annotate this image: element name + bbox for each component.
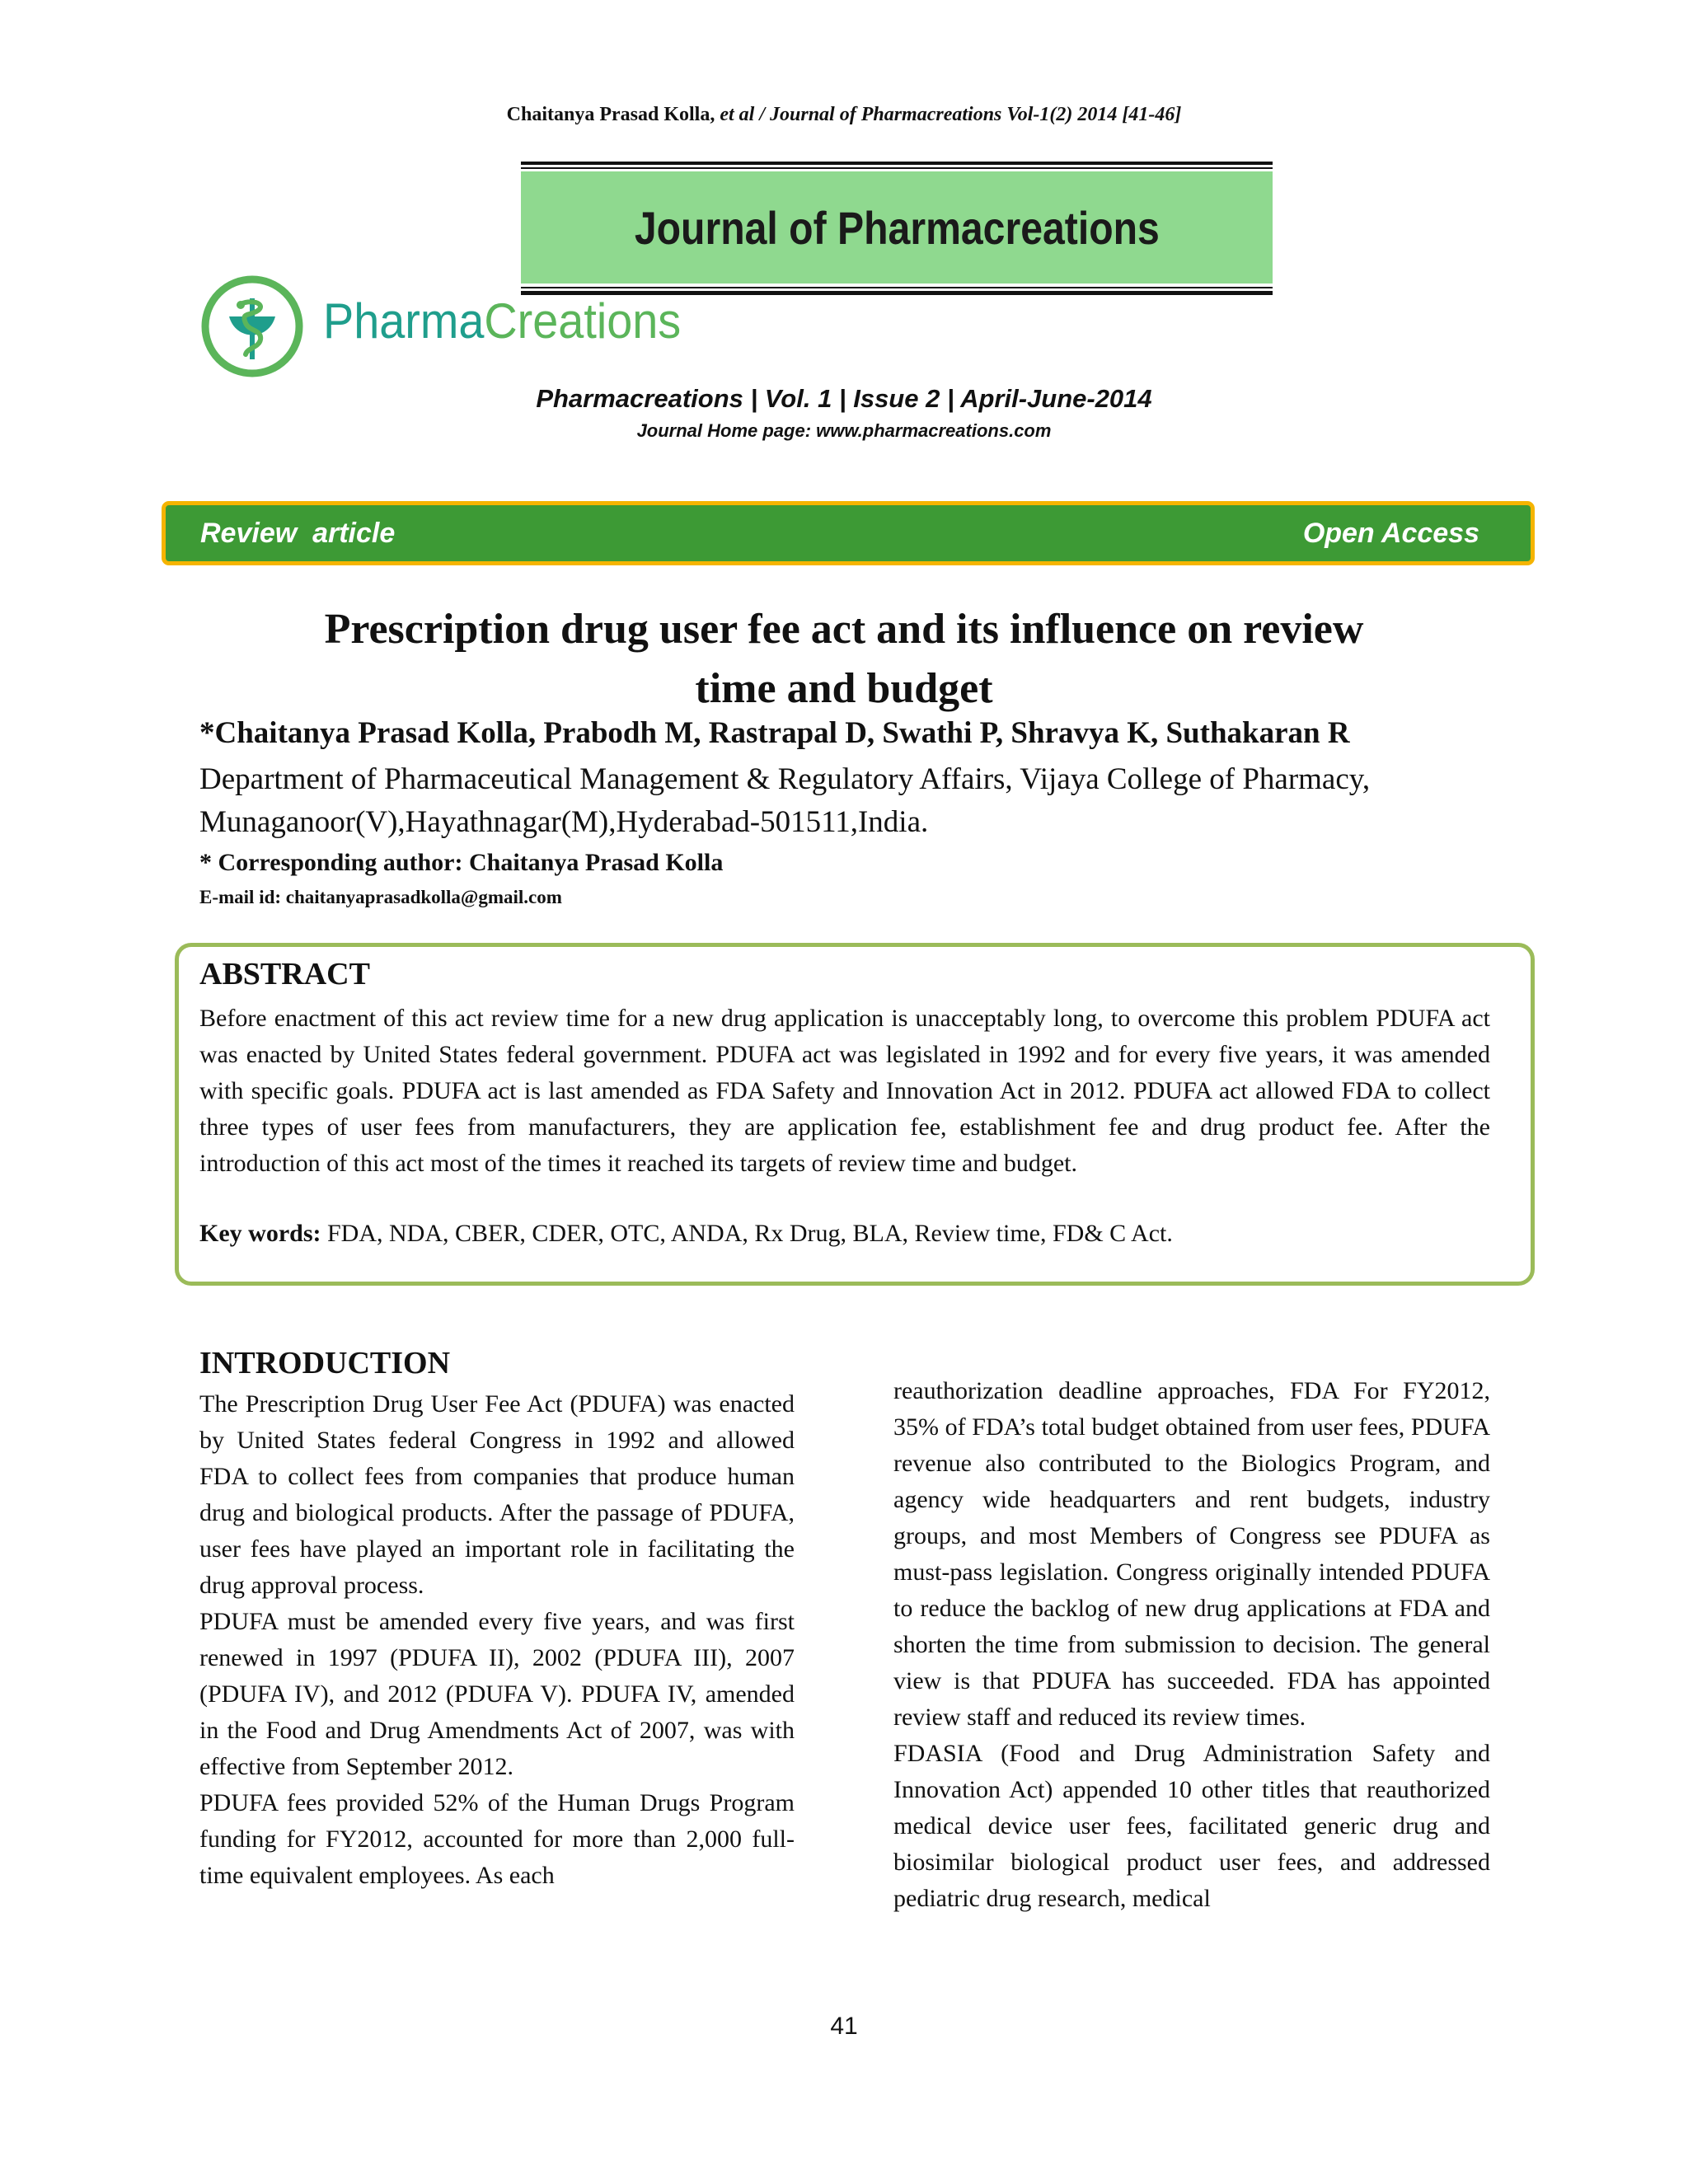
- article-title-line1: Prescription drug user fee act and its influence on review: [324, 606, 1364, 653]
- access-type: Open Access: [1302, 517, 1479, 549]
- body-paragraph: PDUFA must be amended every five years, and was first renewed in 1997 (PDUFA II), 2002 (PDUFA III), 2007 (PDUFA IV), and 2012 (PDUFA V). PDUFA IV, amended in the Food and Drug Amendments Act of 2007, was with effective from September 2012.: [199, 1608, 795, 1780]
- affiliation: Department of Pharmaceutical Management & Regulatory Affairs, Vijaya College of Pharmacy, Munaganoor(V),Hayathnagar(M),Hyderabad-501511,India.: [199, 762, 1371, 839]
- caduceus-icon: [198, 272, 307, 381]
- running-header-author: Chaitanya Prasad Kolla,: [506, 104, 715, 125]
- right-column: [893, 1373, 1490, 1917]
- author-list: *Chaitanya Prasad Kolla, Prabodh M, Rastrapal D, Swathi P, Shravya K, Suthakaran R: [199, 716, 1350, 750]
- body-paragraph: FDASIA (Food and Drug Administration Safety and Innovation Act) appended 10 other titles that reauthorized medical device user fees, facilitated generic drug and biosimilar biological product user fees, and addressed pediatric drug research, medical: [893, 1740, 1490, 1912]
- logo-wordmark: [323, 293, 682, 349]
- journal-name: Journal of Pharmacreations: [634, 201, 1160, 254]
- running-header-journal: et al / Journal of Pharmacreations Vol-1(2) 2014 [41-46]: [720, 104, 1182, 125]
- introduction-heading: INTRODUCTION: [199, 1346, 451, 1380]
- logo-word-pharma: Pharma: [323, 293, 485, 349]
- keywords-list: FDA, NDA, CBER, CDER, OTC, ANDA, Rx Drug, BLA, Review time, FD& C Act.: [321, 1220, 1173, 1247]
- body-paragraph: The Prescription Drug User Fee Act (PDUFA) was enacted by United States federal Congress in 1992 and allowed FDA to collect fees from companies that produce human drug and biological products. After the passage of PDUFA, user fees have played an important role in facilitating the drug approval process.: [199, 1390, 795, 1599]
- issue-line: Pharmacreations | Vol. 1 | Issue 2 | April-June-2014: [536, 384, 1152, 413]
- article-title-line2: time and budget: [695, 665, 993, 712]
- article-type-bar: [162, 501, 1535, 565]
- abstract-text: Before enactment of this act review time for a new drug application is unacceptably long, to overcome this problem PDUFA act was enacted by United States federal government. PDUFA act was legislated in 1992 and for every five years, it was amended with specific goals. PDUFA act is last amended as FDA Safety and Innovation Act in 2012. PDUFA act allowed FDA to collect three types of user fees from manufacturers, they are application fee, establishment fee and drug product fee. After the introduction of this act most of the times it reached its targets of review time and budget.: [199, 1005, 1490, 1177]
- corresponding-author: * Corresponding author: Chaitanya Prasad Kolla: [199, 849, 724, 876]
- author-email: E-mail id: chaitanyaprasadkolla@gmail.com: [199, 887, 562, 907]
- journal-homepage: Journal Home page: www.pharmacreations.com: [636, 420, 1052, 441]
- article-type: Review article: [200, 517, 396, 549]
- abstract-heading: ABSTRACT: [199, 957, 370, 991]
- keywords-label: Key words:: [199, 1220, 321, 1247]
- pharmacreations-logo: [198, 272, 725, 381]
- left-column: [199, 1386, 795, 1894]
- page-number: 41: [830, 2013, 858, 2040]
- journal-banner-fill: [521, 171, 1273, 284]
- body-paragraph: reauthorization deadline approaches, FDA For FY2012, 35% of FDA’s total budget obtained from user fees, PDUFA revenue also contributed to the Biologics Program, and agency wide headquarters and rent budgets, industry groups, and most Members of Congress see PDUFA as must-pass legislation. Congress originally intended PDUFA to reduce the backlog of new drug applications at FDA and shorten the time from submission to decision. The general view is that PDUFA has succeeded. FDA has appointed review staff and reduced its review times.: [893, 1377, 1490, 1731]
- body-paragraph: PDUFA fees provided 52% of the Human Drugs Program funding for FY2012, accounted for more than 2,000 full-time equivalent employees. As each: [199, 1789, 795, 1889]
- running-header: [0, 104, 1688, 126]
- article-title: [247, 600, 1441, 719]
- keywords: [199, 1220, 1173, 1248]
- logo-word-creations: Creations: [484, 293, 682, 349]
